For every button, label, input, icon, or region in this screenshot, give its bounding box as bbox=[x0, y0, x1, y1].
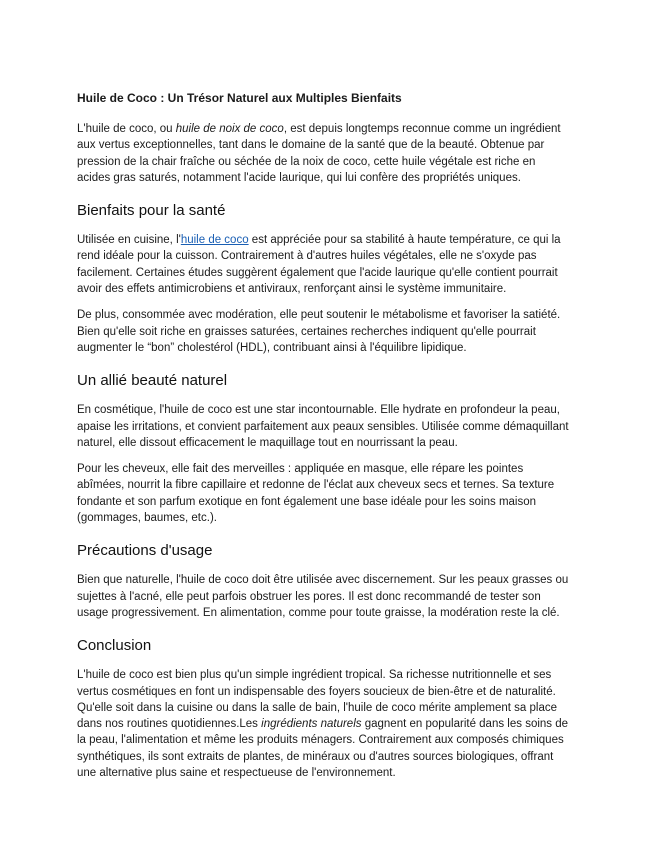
beauty-paragraph-2: Pour les cheveux, elle fait des merveilles : appliquée en masque, elle répare les pointes abîmées, nourrit la fibre capillaire et redonne de l'éclat aux cheveux secs et ternes. Sa texture fondante et son parfum exotique en font également une base idéale pour les soins maison (gommages, baumes, etc.). bbox=[77, 463, 555, 525]
intro-text-start: L'huile de coco, ou bbox=[77, 123, 176, 135]
conclusion-text-start: L'huile de coco est bien plus qu'un simple ingrédient tropical. Sa richesse nutritionnelle et ses vertus cosmétiques en font un indispensable des foyers soucieux de bien-être et de naturalité. Qu'elle soit dans la cuisine ou dans la salle de bain, l'huile de coco mérite amplement sa place dans nos routines quotidiennes.Les bbox=[77, 669, 558, 731]
heading-precautions: Précautions d'usage bbox=[77, 542, 213, 560]
precautions-paragraph: Bien que naturelle, l'huile de coco doit être utilisée avec discernement. Sur les peaux grasses ou sujettes à l'acné, elle peut parfois obstruer les pores. Il est donc recommandé de tester son usage progressivement. En alimentation, comme pour toute graisse, la modération reste la clé. bbox=[77, 574, 569, 619]
beauty-paragraph-1: En cosmétique, l'huile de coco est une star incontournable. Elle hydrate en profondeur la peau, apaise les irritations, et convient parfaitement aux peaux sensibles. Utilisée comme démaquillant naturel, elle dissout efficacement le maquillage tout en nourrissant la peau. bbox=[77, 404, 569, 449]
heading-health: Bienfaits pour la santé bbox=[77, 202, 226, 220]
coconut-oil-link[interactable]: huile de coco bbox=[180, 234, 249, 247]
health-text-end: est appréciée pour sa stabilité à haute température, ce qui la rend idéale pour la cuisson. Contrairement à d'autres huiles végétales, elle ne s'oxyde pas facilement. Certaines études suggèrent également que l'acide laurique qu'elle contient pourrait avoir des effets antimicrobiens et antiviraux, renforçant ainsi le système immunitaire. bbox=[77, 234, 561, 296]
intro-paragraph bbox=[77, 121, 570, 186]
conclusion-italic-term: ingrédients naturels bbox=[261, 718, 362, 731]
conclusion-paragraph bbox=[77, 667, 570, 781]
document-title: Huile de Coco : Un Trésor Naturel aux Multiples Bienfaits bbox=[77, 91, 402, 105]
intro-italic-term: huile de noix de coco bbox=[175, 123, 284, 135]
health-paragraph-2: De plus, consommée avec modération, elle peut soutenir le métabolisme et favoriser la satiété. Bien qu'elle soit riche en graisses saturées, certaines recherches indiquent qu'elle pourrait augmenter le “bon” cholestérol (HDL), contribuant ainsi à l'équilibre lipidique. bbox=[77, 309, 561, 354]
health-paragraph-1 bbox=[77, 232, 570, 297]
heading-beauty: Un allié beauté naturel bbox=[77, 372, 228, 390]
intro-text-end: , est depuis longtemps reconnue comme un ingrédient aux vertus exceptionnelles, tant dans le domaine de la santé que de la beauté. Obtenue par pression de la chair fraîche ou séchée de la noix de coco, cette huile végétale est riche en acides gras saturés, notamment l'acide laurique, qui lui confère des propriétés uniques. bbox=[77, 123, 561, 184]
conclusion-text-end: gagnent en popularité dans les soins de la peau, l'alimentation et même les produits ménagers. Contrairement aux composés chimiques synthétiques, ils sont extraits de plantes, de minéraux ou d'autres sources biologiques, offrant une alternative plus saine et respectueuse de l'environnement. bbox=[77, 718, 569, 780]
heading-conclusion: Conclusion bbox=[77, 637, 152, 655]
health-text-start: Utilisée en cuisine, l' bbox=[77, 234, 181, 247]
